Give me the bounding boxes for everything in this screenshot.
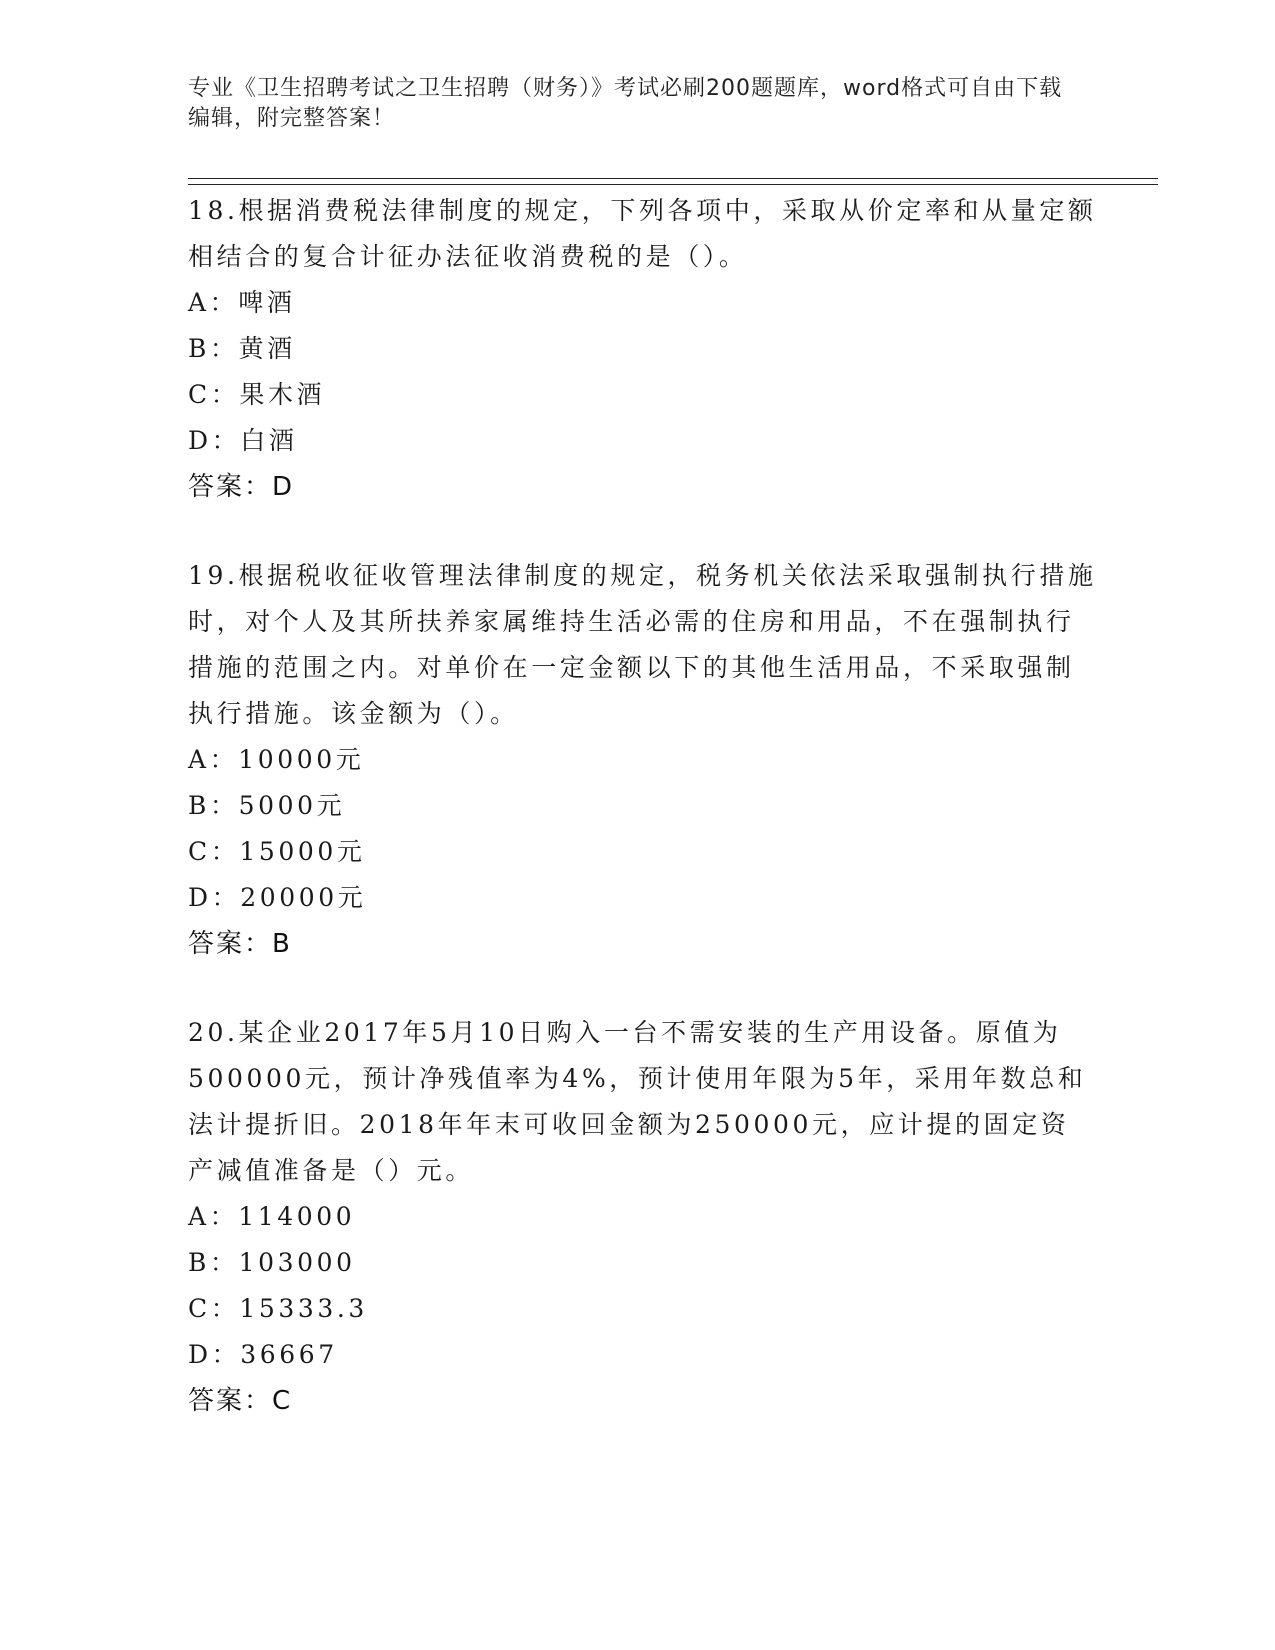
answer-line: 答案：D [188,472,295,502]
question-stem: 18.根据消费税法律制度的规定，下列各项中，采取从价定率和从量定额相结合的复合计征办法征收消费税的是（）。 [188,196,1097,271]
option-text: 啤酒 [238,288,296,317]
question-stem: 19.根据税收征收管理法律制度的规定，税务机关依法采取强制执行措施时，对个人及其所扶养家属维持生活必需的住房和用品，不在强制执行措施的范围之内。对单价在一定金额以下的其他生活用品，不采取强制执行措施。该金额为（）。 [188,561,1097,728]
header-divider-top [188,178,1158,179]
document-header: 专业《卫生招聘考试之卫生招聘（财务）》考试必刷200题题库，word格式可自由下载编辑，附完整答案！ [188,76,1063,131]
option-letter: A： [188,745,239,774]
option-text: 白酒 [240,426,298,455]
option-d [188,418,1098,464]
option-letter: A： [188,1202,239,1231]
option-letter: B： [188,334,239,363]
option-letter: C： [188,1294,240,1323]
header-divider-bottom [188,184,1158,185]
option-letter: D： [188,1340,241,1369]
option-b [188,326,1098,372]
option-c [188,829,1098,875]
option-text: 114000 [238,1202,356,1231]
option-text: 36667 [240,1340,338,1369]
option-letter: D： [188,883,241,912]
option-text: 10000元 [238,745,365,774]
option-a [188,1194,1098,1240]
option-b [188,1240,1098,1286]
option-d [188,1332,1098,1378]
answer-line: 答案：C [188,1386,293,1416]
question-19 [188,553,1098,967]
answer-line: 答案：B [188,929,292,959]
question-18 [188,188,1098,510]
option-letter: B： [188,791,239,820]
option-d [188,875,1098,921]
question-stem: 20.某企业2017年5月10日购入一台不需安装的生产用设备。原值为500000元，预计净残值率为4%，预计使用年限为5年，采用年数总和法计提折旧。2018年年末可收回金额为250000元，应计提的固定资产减值准备是（）元。 [188,1018,1087,1185]
option-a [188,737,1098,783]
option-letter: D： [188,426,241,455]
option-letter: C： [188,380,240,409]
option-text: 15000元 [239,837,366,866]
question-20 [188,1010,1098,1424]
option-text: 15333.3 [239,1294,368,1323]
option-text: 5000元 [238,791,346,820]
option-b [188,783,1098,829]
option-text: 103000 [238,1248,356,1277]
option-text: 果木酒 [239,380,326,409]
option-c [188,372,1098,418]
option-letter: A： [188,288,239,317]
option-c [188,1286,1098,1332]
option-text: 黄酒 [238,334,296,363]
option-text: 20000元 [240,883,367,912]
option-letter: C： [188,837,240,866]
option-letter: B： [188,1248,239,1277]
option-a [188,280,1098,326]
